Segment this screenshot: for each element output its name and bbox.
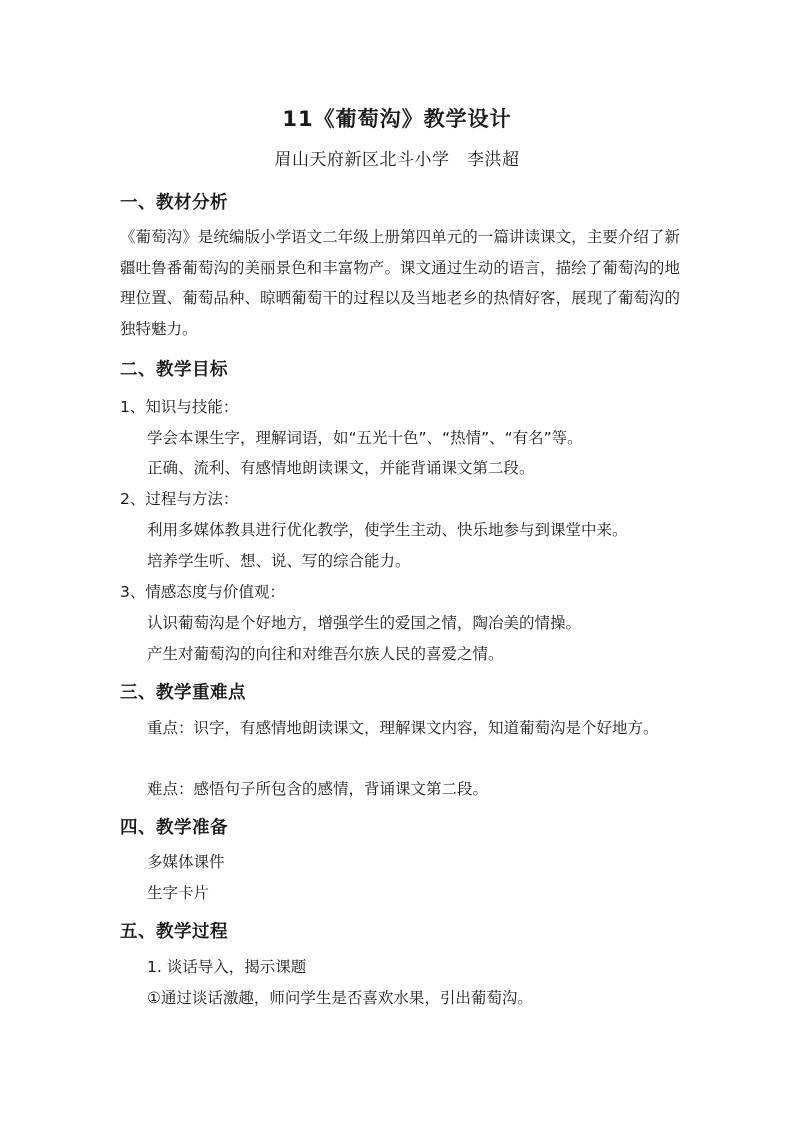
textbook-analysis-paragraph: 《葡萄沟》是统编版小学语文二年级上册第四单元的一篇讲读课文，主要介绍了新疆吐鲁番葡萄沟的美丽景色和丰富物产。课文通过生动的语言，描绘了葡萄沟的地理位置、葡萄品种、晾晒葡萄干的过程以及当地老乡的热情好客，展现了葡萄沟的独特魅力。: [120, 228, 680, 338]
section-heading-teaching-goals: 二、教学目标: [120, 360, 228, 380]
process-step: 1. 谈话导入，揭示课题: [147, 958, 307, 976]
preparation-item: 生字卡片: [147, 884, 210, 902]
process-step-detail: ①通过谈话激趣，师问学生是否喜欢水果，引出葡萄沟。: [147, 989, 533, 1007]
author-line: 眉山天府新区北斗小学 李洪超: [274, 150, 520, 170]
goal-item: 利用多媒体教具进行优化教学，使学生主动、快乐地参与到课堂中来。: [147, 521, 628, 539]
goal-item: 培养学生听、想、说、写的综合能力。: [147, 552, 411, 570]
section-heading-key-points: 三、教学重难点: [120, 683, 246, 703]
section-heading-preparation: 四、教学准备: [120, 818, 228, 838]
goal-category-knowledge: 1、知识与技能：: [120, 398, 239, 416]
goal-item: 学会本课生字，理解词语，如“五光十色”、“热情”、“有名”等。: [147, 429, 583, 447]
document-title: 11《葡萄沟》教学设计: [282, 107, 512, 131]
preparation-item: 多媒体课件: [147, 853, 225, 871]
goal-item: 正确、流利、有感情地朗读课文，并能背诵课文第二段。: [147, 459, 535, 477]
section-heading-textbook-analysis: 一、教材分析: [120, 193, 228, 213]
goal-category-emotion: 3、情感态度与价值观：: [120, 583, 285, 601]
difficulty-item: 难点：感悟句子所包含的感情，背诵课文第二段。: [147, 780, 489, 798]
section-heading-teaching-process: 五、教学过程: [120, 922, 228, 942]
goal-category-process: 2、过程与方法：: [120, 490, 239, 508]
goal-item: 产生对葡萄沟的向往和对维吾尔族人民的喜爱之情。: [147, 645, 504, 663]
key-point-item: 重点：识字，有感情地朗读课文，理解课文内容，知道葡萄沟是个好地方。: [147, 719, 659, 737]
goal-item: 认识葡萄沟是个好地方，增强学生的爱国之情，陶冶美的情操。: [147, 614, 582, 632]
